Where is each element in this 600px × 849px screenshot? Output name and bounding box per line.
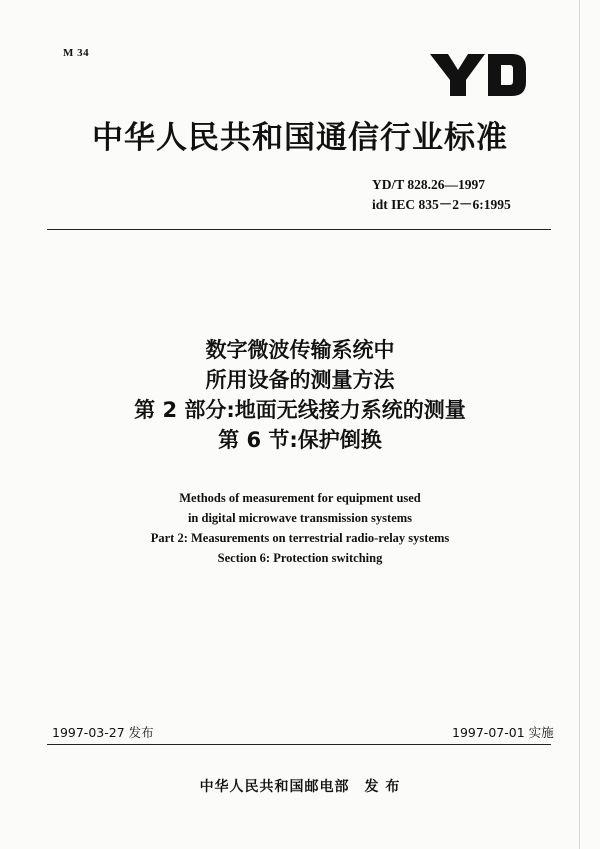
- en-title-line: in digital microwave transmission systems: [187, 511, 413, 525]
- logo-letter-y: [430, 54, 485, 96]
- header-divider: [47, 229, 551, 230]
- en-title-line: Part 2: Measurements on terrestrial radio-relay systems: [150, 531, 450, 545]
- yd-logo: [428, 50, 528, 100]
- logo-text: YD: [428, 50, 430, 51]
- classification-code: M 34: [63, 47, 90, 59]
- standard-category-title: 中华人民共和国通信行业标准: [92, 120, 508, 156]
- standard-number-block: [372, 175, 511, 215]
- cn-title-line: 第 6 节:保护倒换: [218, 428, 382, 452]
- standard-number: YD/T 828.26—1997: [372, 177, 486, 192]
- footer-divider: [47, 744, 551, 745]
- implementation-date: 1997-07-01 实施: [452, 725, 554, 740]
- cn-title-line: 数字微波传输系统中: [205, 338, 395, 362]
- publisher: 中华人民共和国邮电部 发 布: [199, 779, 401, 795]
- cn-title-line: 所用设备的测量方法: [205, 368, 395, 392]
- en-title-line: Methods of measurement for equipment used: [179, 491, 421, 505]
- english-title: [0, 488, 600, 568]
- issue-date: 1997-03-27 发布: [52, 725, 154, 740]
- cn-title-line: 第 2 部分:地面无线接力系统的测量: [134, 398, 466, 422]
- chinese-title: [0, 335, 600, 455]
- logo-letter-d: [488, 54, 526, 96]
- equivalent-standard: idt IEC 835－2－6:1995: [372, 197, 511, 212]
- en-title-line: Section 6: Protection switching: [217, 551, 383, 565]
